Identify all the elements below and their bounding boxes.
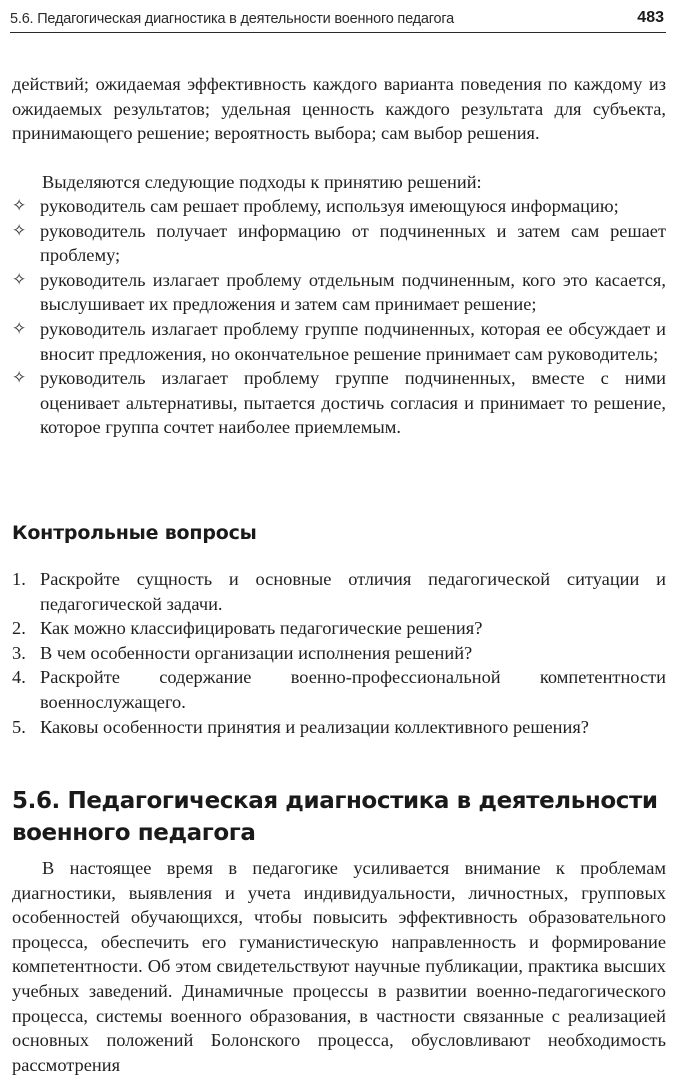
running-title: 5.6. Педагогическая диагностика в деятельности военного педагога — [10, 11, 455, 27]
diamond-star-bullet-icon: ✧ — [12, 196, 27, 216]
continuation-paragraph: действий; ожидаемая эффективность каждого варианта поведения по каждому из ожидаемых результатов; удельная ценность каждого результата для субъекта, принимающего решение; вероятность выбора; сам выбор решения. — [12, 74, 666, 144]
diamond-star-bullet-icon: ✧ — [12, 318, 27, 339]
approach-item — [12, 219, 666, 268]
question-number: 2. — [12, 618, 26, 639]
question-text: В чем особенности организации исполнения решений? — [40, 642, 473, 663]
control-questions-heading: Контрольные вопросы — [12, 522, 257, 544]
question-item — [12, 641, 666, 666]
approaches-lead: Выделяются следующие подходы к принятию решений: — [42, 172, 482, 192]
question-item — [12, 665, 666, 714]
approach-text: руководитель излагает проблему отдельным подчиненным, кого это касается, выслушивает их предложения и затем сам принимает решение; — [40, 269, 666, 315]
question-text: Раскройте содержание военно-профессиональной компетентности военнослужащего. — [40, 667, 666, 712]
approach-item — [12, 317, 666, 366]
approach-text: руководитель сам решает проблему, используя имеющуюся информацию; — [40, 196, 619, 216]
approach-text: руководитель излагает проблему группе подчиненных, которая ее обсуждает и вносит предложения, но окончательное решение принимает сам руководитель; — [40, 318, 666, 364]
question-number: 1. — [12, 569, 26, 589]
running-header — [10, 8, 666, 33]
question-number: 5. — [12, 716, 26, 737]
page-number: 483 — [637, 9, 664, 26]
question-item — [12, 616, 666, 641]
approach-item — [12, 268, 666, 317]
approach-text: руководитель получает информацию от подчиненных и затем сам решает проблему; — [40, 220, 666, 266]
diamond-star-bullet-icon: ✧ — [12, 269, 27, 290]
question-item — [12, 715, 666, 740]
question-number: 4. — [12, 667, 26, 688]
control-questions-list — [12, 567, 666, 739]
diamond-star-bullet-icon: ✧ — [12, 220, 27, 241]
approach-text: руководитель излагает проблему группе подчиненных, вместе с ними оценивает альтернативы, пытается достичь согласия и принимает то решение, которое группа сочтет наиболее приемлемым. — [40, 368, 666, 438]
question-text: Раскройте сущность и основные отличия педагогической ситуации и педагогической задачи. — [40, 569, 666, 614]
section-paragraph: В настоящее время в педагогике усиливается внимание к проблемам диагностики, выявления и учета индивидуальности, личностных, групповых особенностей обучающихся, чтобы повысить эффективность образовательного процесса, обеспечить его гуманистическую направленность и формирование компетентности. Об этом свидетельствуют научные публикации, практика высших учебных заведений. Динамичные процессы в развитии военно-педагогического процесса, системы военного образования, в частности связанные с реализацией основных положений Болонского процесса, обусловливают необходимость рассмотрения — [12, 858, 666, 1075]
approach-item — [12, 194, 666, 219]
question-item — [12, 567, 666, 616]
question-number: 3. — [12, 642, 26, 663]
question-text: Как можно классифицировать педагогические решения? — [40, 618, 483, 639]
approaches-list — [12, 194, 666, 440]
question-text: Каковы особенности принятия и реализации коллективного решения? — [40, 716, 589, 737]
section-heading: 5.6. Педагогическая диагностика в деятельности военного педагога — [12, 788, 658, 846]
approach-item — [12, 366, 666, 440]
diamond-star-bullet-icon: ✧ — [12, 368, 27, 389]
